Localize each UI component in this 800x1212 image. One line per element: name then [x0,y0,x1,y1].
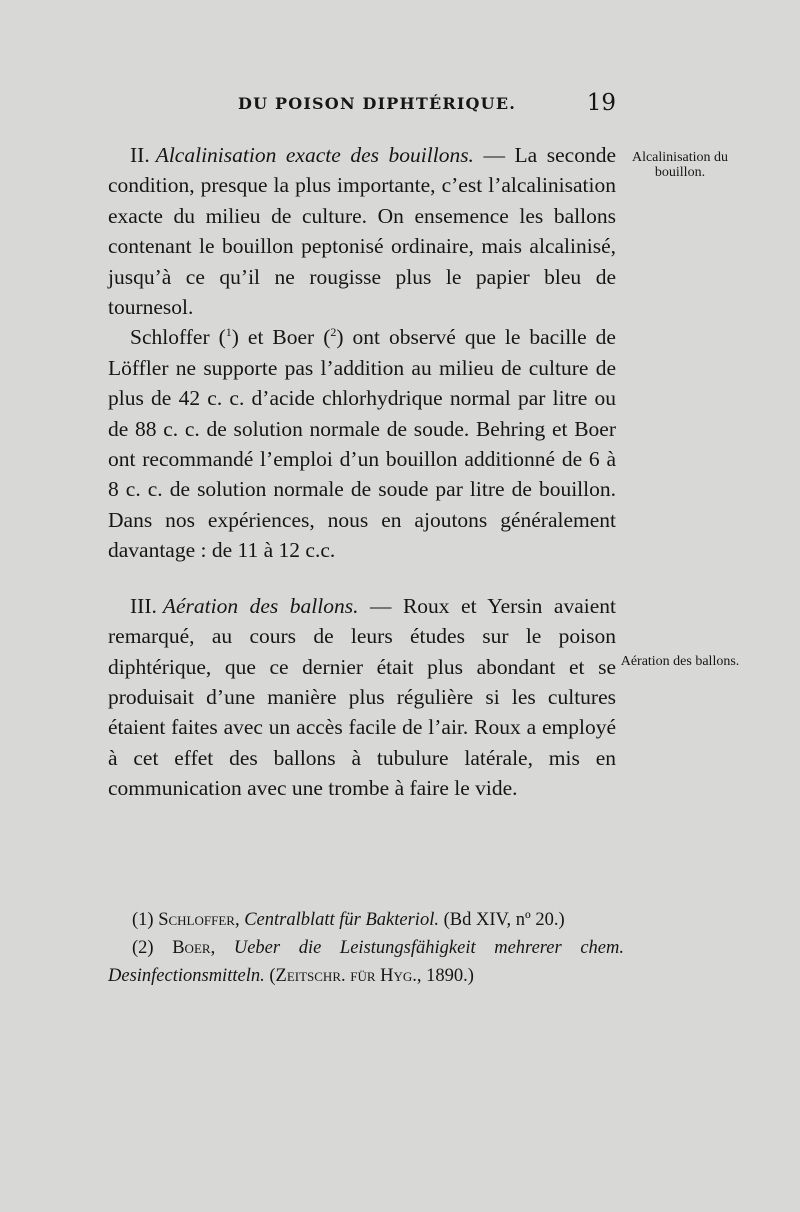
margin-note-alcalinisation: Alcalinisation du bouillon. [631,150,729,180]
footnote-2-journal: Zeitschr. für Hyg. [275,966,417,986]
footnote-1-marker: (1) [132,910,154,930]
footnote-2-rest-a: ( [264,966,276,986]
footnote-1-title: Centralblatt für Bakteriol. [244,910,439,930]
footnote-1-rest: (Bd XIV, nº 20.) [438,910,565,930]
footnote-2 [108,934,624,990]
footnote-2-rest-b: , 1890.) [416,966,474,986]
footnote-1-separator: , [234,910,245,930]
section-2-dash: — [473,143,515,167]
page-header [108,90,616,120]
section-2-p1-text: La seconde condition, presque la plus importante, c’est l’alcalinisation exacte du milieu de culture. On ensemence les ballons contenant le bouillon peptonisé ordinaire, mais alcalinisé, jusqu’à ce qu’il ne rougisse plus le papier bleu de tournesol. [108,143,616,320]
section-3-text: Roux et Yersin avaient remarqué, au cours de leurs études sur le poison diphtérique, que ce dernier était plus abondant et se produisait d’une manière plus régulière si les cultures étaient faites avec un accès facile de l’air. Roux a employé à cet effet des ballons à tubulure latérale, mis en communication avec une trombe à faire le vide. [108,593,616,801]
page-number: 19 [586,90,616,116]
footnote-ref-1: 1 [225,325,232,340]
section-3-number: III. [130,593,157,618]
footnote-2-separator: , [210,938,234,958]
footnote-2-marker: (2) [132,938,154,958]
footnote-ref-2: 2 [330,325,337,340]
body-text [108,140,616,804]
footnote-2-author: Boer [172,938,211,958]
section-2-p2-part-c: ) ont observé que le bacille de Löffler ne supporte pas l’addition au milieu de culture de plus de 42 c. c. d’acide chlorhydrique normal par litre ou de 88 c. c. de solution normale de soude. Behring et Boer ont recommandé l’emploi d’un bouillon additionné de 6 à 8 c. c. de solution normale de soude par litre de bouillon. Dans nos expériences, nous en ajoutons généralement davantage : de 11 à 12 c.c. [108,325,616,563]
footnotes [108,906,624,990]
footnote-2-title: Ueber die Leistungsfähigkeit mehrerer chem. Desinfectionsmitteln. [108,938,625,986]
section-3-title: Aération des ballons. [162,593,359,618]
section-3-dash: — [358,593,403,618]
section-2-paragraph-2 [108,322,616,565]
section-2-title: Alcalinisation exacte des bouillons. [155,143,474,167]
section-2-p2-part-a: Schloffer ( [130,325,226,350]
section-3-paragraph [108,591,616,804]
section-2-number: II. [130,143,150,167]
footnote-1-author: Schloffer [158,910,235,930]
section-2-paragraph-1 [108,140,616,322]
running-title: DU POISON DIPHTÉRIQUE. [238,94,516,113]
margin-note-aeration: Aération des ballons. [620,654,740,669]
footnote-1 [108,906,624,934]
section-2-p2-part-b: ) et Boer ( [231,325,331,350]
